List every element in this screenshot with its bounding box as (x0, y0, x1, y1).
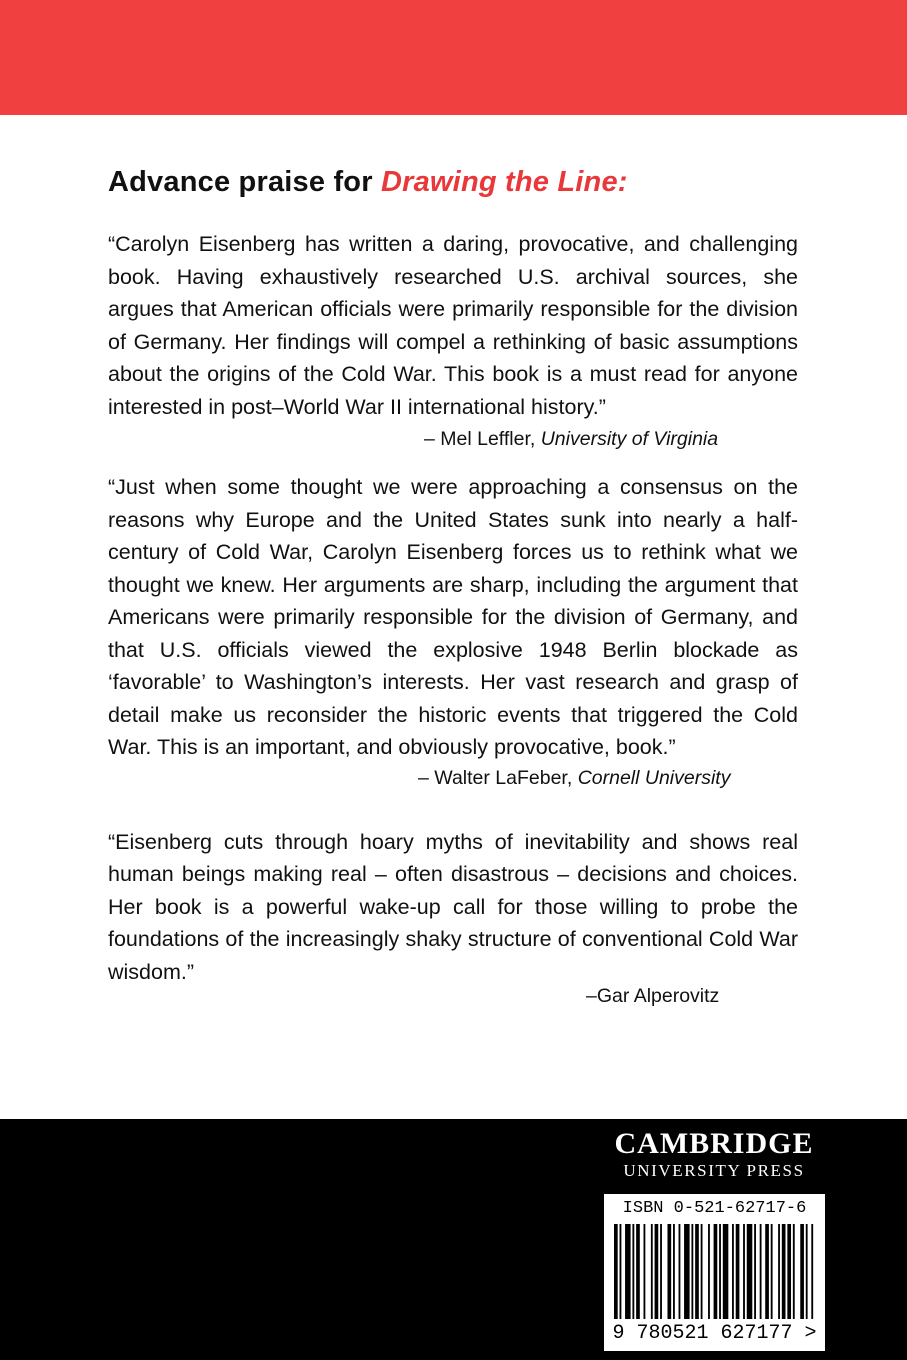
isbn-label: ISBN 0-521-62717-6 (622, 1199, 807, 1218)
author-name: –Gar Alperovitz (586, 985, 720, 1007)
publisher-name: CAMBRIDGE (614, 1127, 814, 1160)
top-color-band (0, 0, 907, 115)
author-affiliation: University of Virginia (540, 428, 719, 450)
barcode-panel (604, 1194, 825, 1351)
quote-alperovitz: “Eisenberg cuts through hoary myths of inevitability and shows real human beings making real – often disastrous – decisions and choices. Her book is a powerful wake-up call for those willing to probe the foundations of the increasingly shaky structure of conventional Cold War wisdom.” (108, 829, 798, 984)
barcode-digits: 9 780521 627177 > (612, 1322, 817, 1345)
attribution-lafeber (418, 764, 798, 792)
quote-leffler: “Carolyn Eisenberg has written a daring, provocative, and challenging book. Having exhaustively researched U.S. archival sources, she argues that American officials were primarily responsible for the division of Germany. Her findings will compel a rethinking of basic assumptions about the origins of the Cold War. This book is a must read for anyone interested in post–World War II international history.” (108, 232, 798, 419)
heading-prefix: Advance praise for (108, 166, 381, 198)
publisher-logo (602, 1128, 826, 1182)
book-title: Drawing the Line: (380, 166, 628, 198)
author-name: – Mel Leffler, (424, 428, 541, 450)
praise-section (108, 160, 798, 1010)
quote-lafeber: “Just when some thought we were approaching a consensus on the reasons why Europe and the United States sunk into nearly a half-century of Cold War, Carolyn Eisenberg forces us to rethink what we thought we knew. Her arguments are sharp, including the argument that Americans were primarily responsible for the division of Germany, and that U.S. officials viewed the explosive 1948 Berlin blockade as ‘favorable’ to Washington’s interests. Her vast research and grasp of detail make us reconsider the historic events that triggered the Cold War. This is an important, and obviously provocative, book.” (108, 475, 798, 759)
author-name: – Walter LaFeber, (418, 766, 578, 789)
publisher-subtitle: UNIVERSITY PRESS (623, 1161, 805, 1180)
author-affiliation: Cornell University (577, 766, 731, 789)
attribution-alperovitz (586, 982, 798, 1010)
attribution-leffler (424, 425, 798, 453)
praise-heading (108, 160, 798, 204)
barcode-bars (614, 1224, 815, 1319)
